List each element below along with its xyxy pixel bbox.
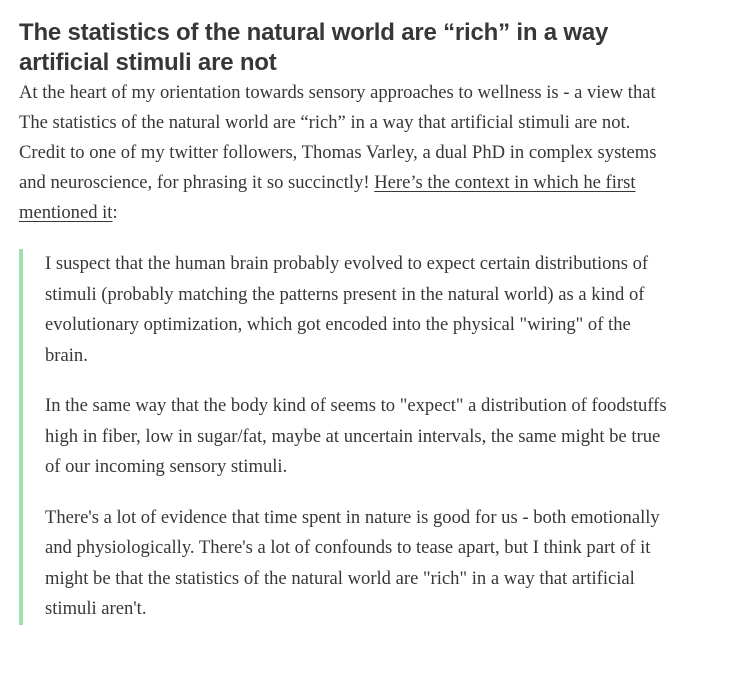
credit-line-3 [19,198,749,228]
quote-line: stimuli (probably matching the patterns present in the natural world) as a kind of [45,283,645,305]
quote-line: and physiologically. There's a lot of confounds to tease apart, but I think part of it [45,537,651,558]
quote-block [19,249,724,625]
credit-paragraph [19,138,749,228]
quote-paragraph-1 [45,249,724,371]
credit-line-1: Credit to one of my twitter followers, Thomas Varley, a dual PhD in complex systems [19,142,657,163]
quote-line: evolutionary optimization, which got encoded into the physical "wiring" of the [45,314,631,335]
quote-paragraph-2 [45,391,724,483]
credit-line-2 [19,168,749,198]
credit-text: and neuroscience, for phrasing it so succinctly! [19,172,375,193]
quote-paragraph-3 [45,503,724,625]
quote-line: There's a lot of evidence that time spent in nature is good for us - both emotionally [45,506,660,528]
thesis-paragraph: The statistics of the natural world are “rich” in a way that artificial stimuli are not. [19,112,631,133]
quote-line: I suspect that the human brain probably evolved to expect certain distributions of [45,253,649,274]
quote-line: stimuli aren't. [45,598,147,619]
quote-line: In the same way that the body kind of seems to "expect" a distribution of foodstuffs [45,395,667,416]
section-heading [19,18,709,78]
credit-colon: : [112,202,118,223]
intro-paragraph: At the heart of my orientation towards sensory approaches to wellness is - a view that [19,82,656,103]
quote-line: might be that the statistics of the natural world are "rich" in a way that artificial [45,567,635,589]
context-link-part-1[interactable]: Here’s the context in which he first [374,172,636,193]
quote-line: of our incoming sensory stimuli. [45,456,288,477]
section-heading-line-1: The statistics of the natural world are “rich” in a way [19,19,609,46]
context-link-part-2[interactable]: mentioned it [19,202,113,223]
quote-line: brain. [45,344,88,366]
quote-line: high in fiber, low in sugar/fat, maybe at uncertain intervals, the same might be true [45,425,661,447]
section-heading-line-2: artificial stimuli are not [19,49,277,76]
